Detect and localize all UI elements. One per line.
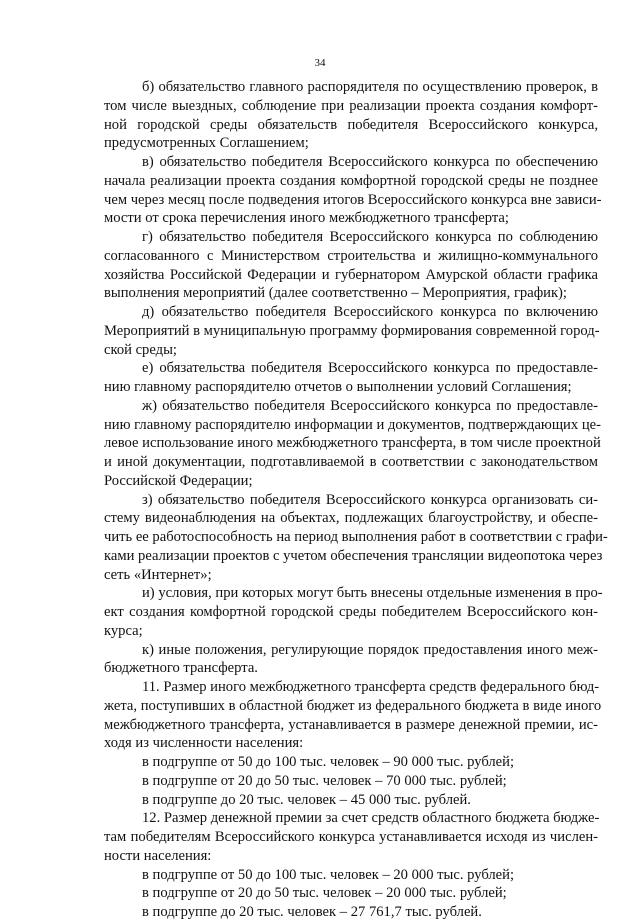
paragraph [104, 791, 598, 810]
paragraph [104, 397, 601, 491]
text-line: ной городской среды обязательств победителя Всероссийского конкурса, [104, 116, 598, 133]
paragraph [104, 678, 602, 753]
text-line: Российской Федерации; [104, 472, 253, 489]
paragraph [104, 809, 598, 865]
text-line: жета, поступивших в областной бюджет из федерального бюджета в виде иного [104, 697, 602, 714]
text-line: ской среды; [104, 341, 177, 358]
text-line: том числе выездных, соблюдение при реализации проекта создания комфорт- [104, 97, 598, 114]
text-line: в подгруппе от 20 до 50 тыс. человек – 20 000 тыс. рублей; [142, 885, 507, 902]
text-line: предусмотренных Соглашением; [104, 135, 309, 152]
text-line: ж) обязательство победителя Всероссийского конкурса по предоставле- [142, 397, 598, 414]
text-line: ками реализации проектов с учетом обеспечения трансляции видеопотока через [104, 547, 603, 564]
text-line: межбюджетного трансферта, устанавливается в размере денежной премии, ис- [104, 716, 598, 733]
text-line: в подгруппе от 20 до 50 тыс. человек – 70 000 тыс. рублей; [142, 772, 507, 789]
text-line: к) иные положения, регулирующие порядок предоставления иного меж- [142, 641, 598, 658]
text-line: ходя из численности населения: [104, 735, 304, 752]
paragraph [104, 359, 598, 397]
text-line: г) обязательство победителя Всероссийского конкурса по соблюдению [142, 229, 598, 245]
page-number: 34 [314, 57, 326, 69]
text-line: мости от срока перечисления иного межбюджетного трансферта; [104, 210, 509, 227]
text-line: д) обязательство победителя Всероссийского конкурса по включению [142, 304, 598, 320]
paragraph [104, 641, 598, 679]
text-line: ности населения: [104, 847, 212, 864]
text-line: чем через месяц после подведения итогов Всероссийского конкурса вне зависи- [104, 191, 602, 208]
text-line: начала реализации проекта создания комфортной городской среды не позднее [104, 172, 598, 189]
paragraph [104, 884, 598, 903]
text-line: в подгруппе до 20 тыс. человек – 45 000 тыс. рублей. [142, 791, 471, 808]
paragraph [104, 491, 608, 585]
text-line: в подгруппе от 50 до 100 тыс. человек – 20 000 тыс. рублей; [142, 866, 515, 883]
document-body [104, 78, 608, 922]
paragraph [104, 153, 602, 228]
text-line: в подгруппе до 20 тыс. человек – 27 761,7 тыс. рублей. [142, 904, 482, 920]
paragraph [104, 303, 598, 359]
paragraph [104, 584, 603, 640]
text-line: стему видеонаблюдения на объектах, подлежащих благоустройству, и обеспе- [104, 510, 598, 527]
text-line: нию главному распорядителю отчетов о выполнении условий Соглашения; [104, 379, 572, 395]
paragraph [104, 866, 598, 885]
text-line: и) условия, при которых могут быть внесены отдельные изменения в про- [142, 585, 603, 602]
text-line: и иной документации, подготавливаемой в соответствии с законодательством [104, 454, 598, 470]
paragraph [104, 78, 598, 153]
text-line: выполнения мероприятий (далее соответственно – Мероприятия, график); [104, 285, 567, 302]
text-line: Мероприятий в муниципальную программу формирования современной город- [104, 322, 600, 339]
text-line: в подгруппе от 50 до 100 тыс. человек – 90 000 тыс. рублей; [142, 754, 515, 770]
text-line: чить ее работоспособность на период выполнения работ в соответствии с графи- [104, 529, 608, 545]
paragraph [104, 772, 598, 791]
text-line: сеть «Интернет»; [104, 566, 212, 583]
text-line: ект создания комфортной городской среды победителем Всероссийского кон- [104, 604, 598, 620]
paragraph [104, 228, 598, 303]
text-line: 11. Размер иного межбюджетного трансферта средств федерального бюд- [142, 679, 600, 695]
paragraph [104, 753, 598, 772]
text-line: курса; [104, 622, 143, 639]
text-line: е) обязательства победителя Всероссийского конкурса по предоставле- [142, 360, 598, 377]
text-line: в) обязательство победителя Всероссийского конкурса по обеспечению [142, 154, 598, 170]
text-line: нию главному распорядителю информации и документов, подтверждающих це- [104, 416, 601, 433]
paragraph [104, 903, 598, 922]
text-line: хозяйства Российской Федерации и губернатором Амурской области графика [104, 266, 598, 283]
text-line: б) обязательство главного распорядителя по осуществлению проверок, в [142, 79, 598, 95]
text-line: 12. Размер денежной премии за счет средств областного бюджета бюдже- [142, 810, 600, 827]
text-line: согласованного с Министерством строительства и жилищно-коммунального [104, 247, 598, 264]
text-line: левое использование иного межбюджетного трансферта, в том числе проектной [104, 435, 601, 452]
text-line: там победителям Всероссийского конкурса устанавливается исходя из числен- [104, 829, 598, 845]
text-line: бюджетного трансферта. [104, 660, 258, 677]
text-line: з) обязательство победителя Всероссийского конкурса организовать си- [142, 491, 598, 508]
